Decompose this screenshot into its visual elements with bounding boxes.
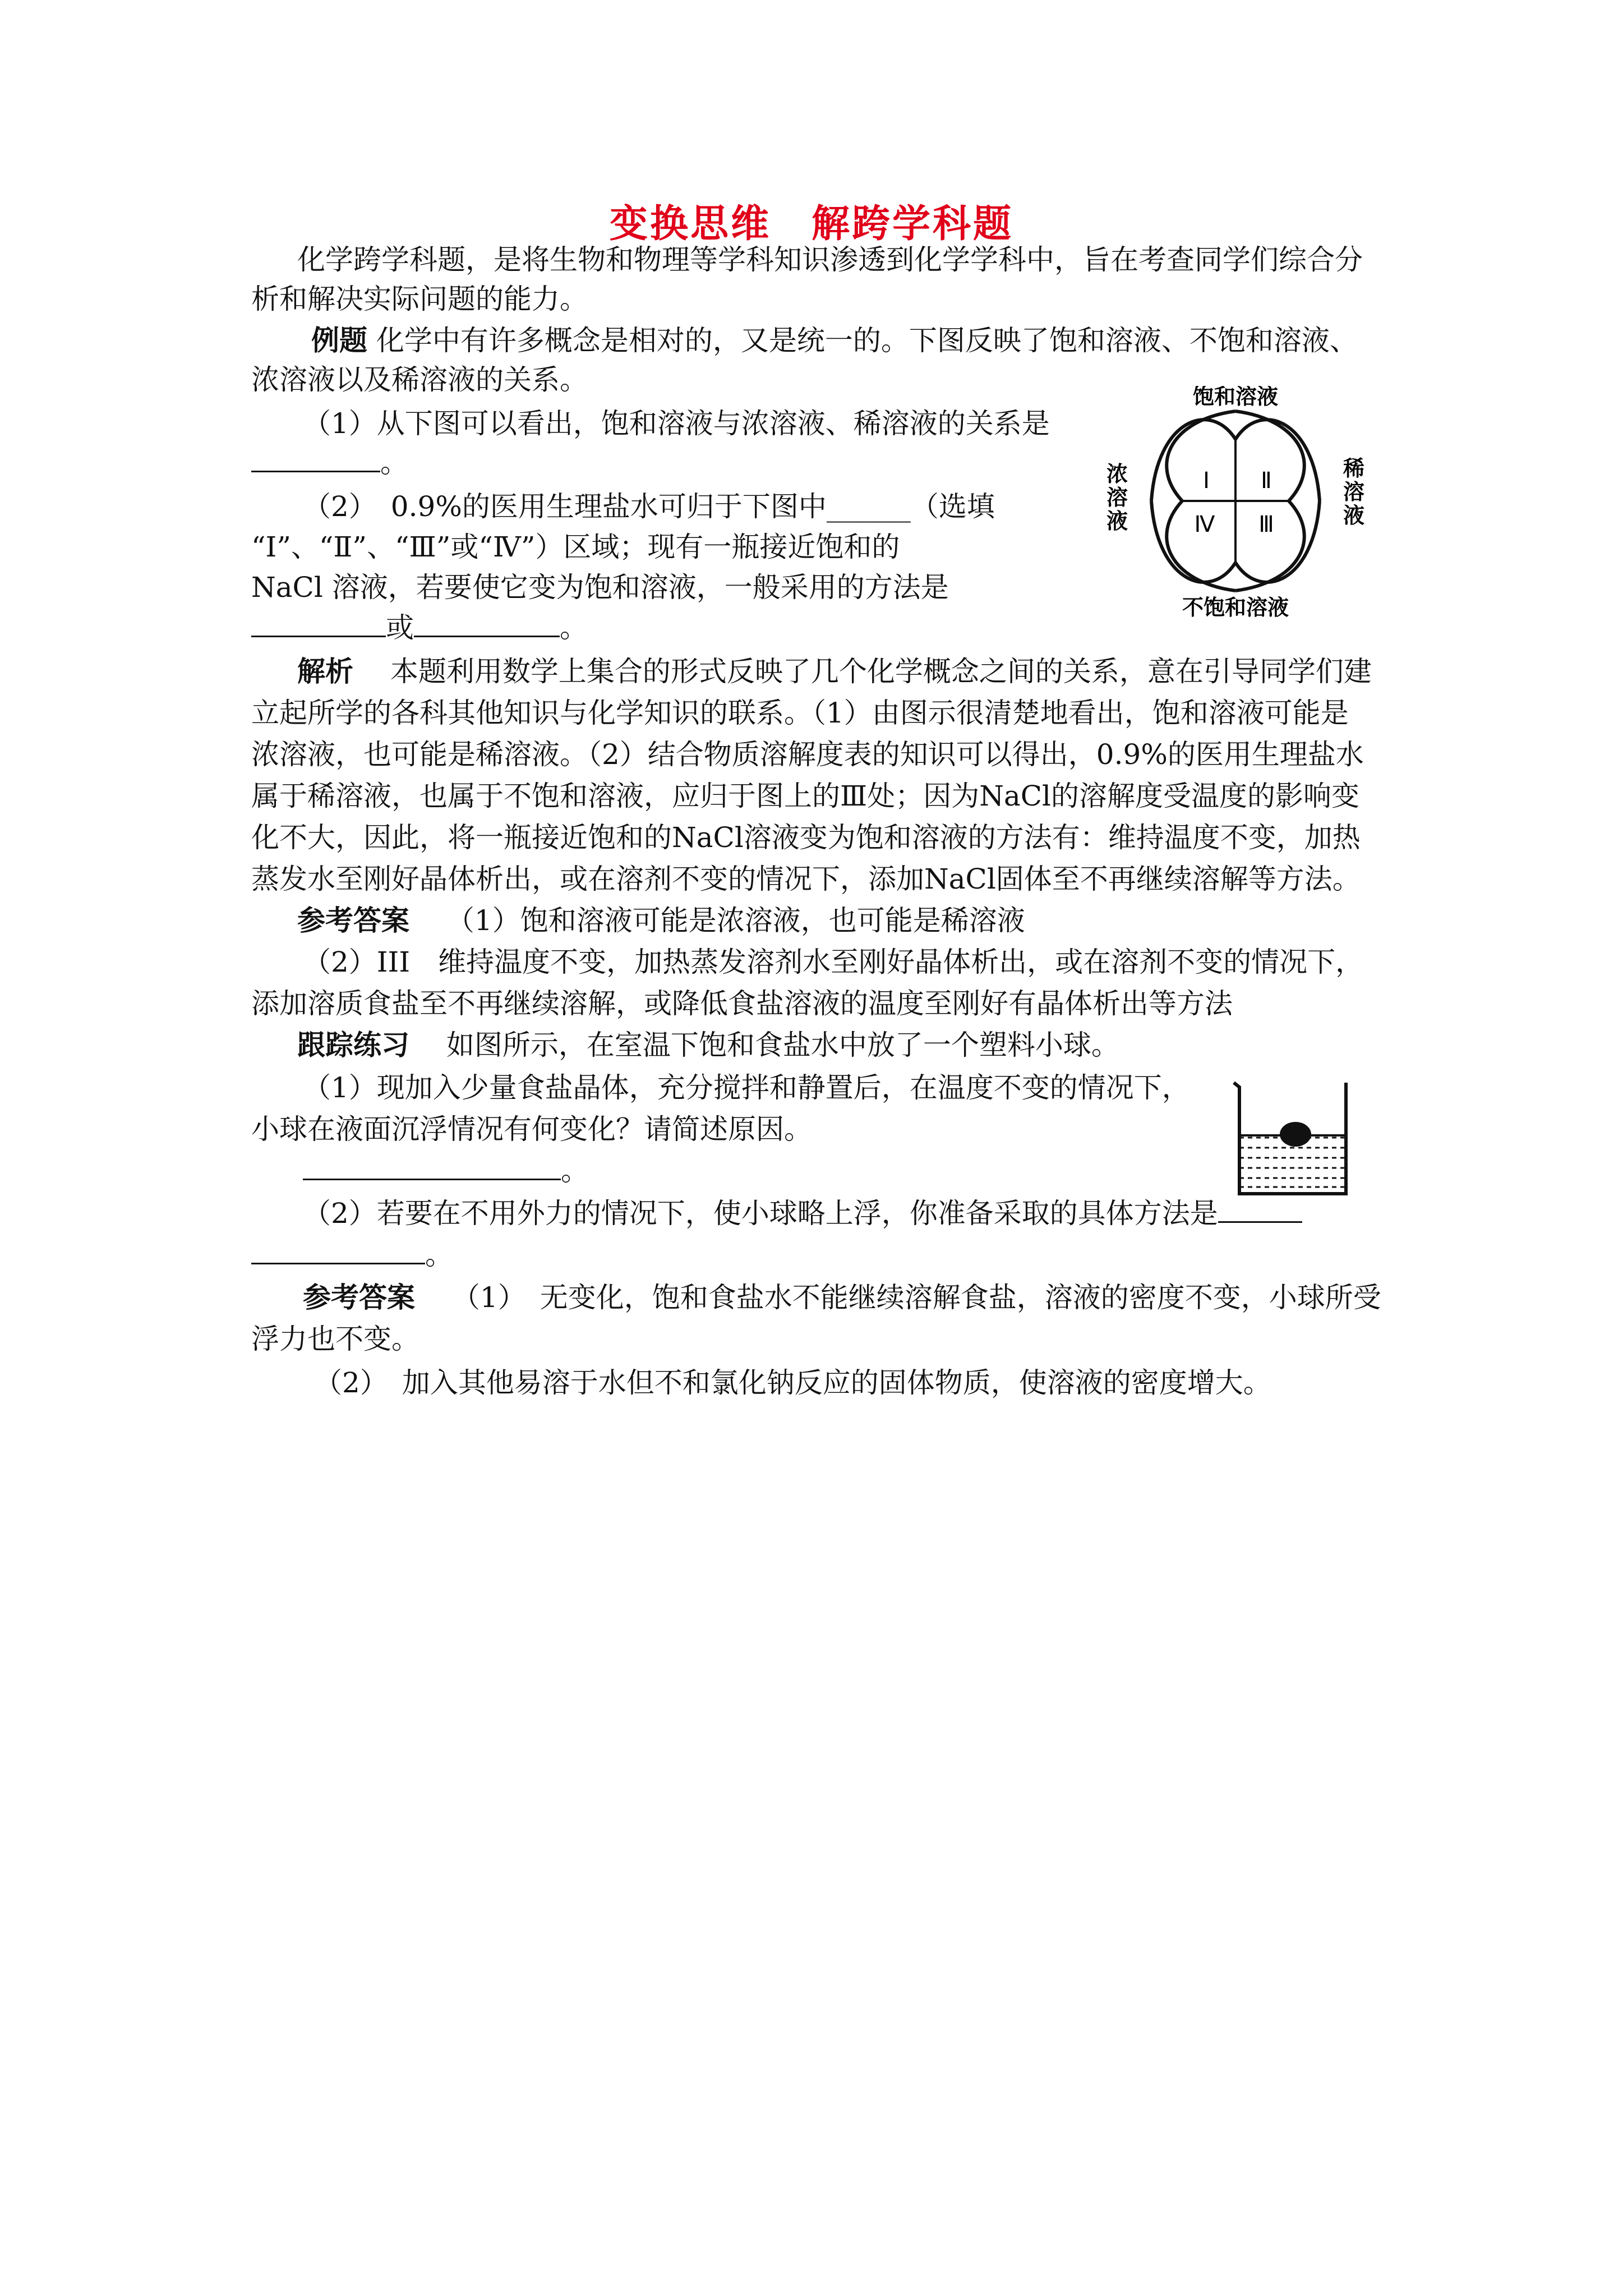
region-III-label: Ⅲ — [1258, 512, 1274, 537]
analysis-line-5: 化不大，因此，将一瓶接近饱和的NaCl溶液变为饱和溶液的方法有：维持温度不变，加热 — [251, 821, 1361, 854]
answer1-line-2: （2）III 维持温度不变，加热蒸发溶剂水至刚好晶体析出，或在溶剂不变的情况下， — [303, 946, 1364, 978]
example-q2-line-4 — [251, 608, 588, 647]
answer2-text-1: （1） 无变化，饱和食盐水不能继续溶解食盐，溶液的密度不变，小球所受 — [451, 1281, 1381, 1314]
diagram-left-label-2: 溶 — [1106, 485, 1128, 510]
beaker-diagram — [1223, 1076, 1357, 1199]
example-line-2: 浓溶液以及稀溶液的关系。 — [251, 364, 588, 396]
diagram-right-label-2: 溶 — [1343, 480, 1365, 504]
practice-line-1 — [297, 1025, 1119, 1065]
answer1-line-3: 添加溶质食盐至不再继续溶解，或降低食盐溶液的温度至刚好有晶体析出等方法 — [251, 987, 1233, 1020]
example-q2-end: 。 — [560, 611, 588, 644]
analysis-label: 解析 — [297, 655, 353, 688]
diagram-bottom-label: 不饱和溶液 — [1182, 595, 1289, 620]
region-I-label: Ⅰ — [1203, 468, 1210, 494]
analysis-line-4: 属于稀溶液，也属于不饱和溶液，应归于图上的Ⅲ处；因为NaCl的溶解度受温度的影响变 — [251, 780, 1360, 812]
diagram-left-label-1: 浓 — [1106, 462, 1128, 486]
plastic-ball — [1280, 1122, 1311, 1147]
example-q1-line-1: （1）从下图可以看出，饱和溶液与浓溶液、稀溶液的关系是 — [303, 407, 1050, 440]
example-q1-end: 。 — [380, 447, 408, 479]
analysis-line-6: 蒸发水至刚好晶体析出，或在溶剂不变的情况下，添加NaCl固体至不再继续溶解等方法。 — [251, 863, 1361, 895]
solution-relationship-diagram — [1104, 386, 1367, 622]
answer2-line-2: 浮力也不变。 — [251, 1323, 419, 1355]
intro-line-2: 析和解决实际问题的能力。 — [251, 283, 588, 315]
region-IV-label: Ⅳ — [1194, 512, 1215, 537]
example-text: 化学中有许多概念是相对的，又是统一的。下图反映了饱和溶液、不饱和溶液、 — [376, 324, 1358, 357]
answer-blank-3[interactable] — [303, 1152, 561, 1180]
analysis-line-3: 浓溶液，也可能是稀溶液。（2）结合物质溶解度表的知识可以得出，0.9%的医用生理盐水 — [251, 738, 1364, 771]
practice-q2-text: （2）若要在不用外力的情况下，使小球略上浮，你准备采取的具体方法是 — [303, 1197, 1218, 1230]
answer-blank-1[interactable] — [251, 609, 386, 637]
example-label: 例题 — [311, 324, 367, 357]
diagram-right-label-3: 液 — [1343, 503, 1365, 528]
analysis-line-1 — [297, 652, 1372, 691]
practice-q2-end: 。 — [425, 1239, 453, 1271]
practice-q2-line-1 — [303, 1194, 1302, 1233]
practice-q2-line-2 — [251, 1235, 453, 1274]
practice-q1-end: 。 — [561, 1154, 589, 1187]
example-q2-or: 或 — [386, 611, 414, 644]
answer-blank-2[interactable] — [414, 609, 560, 637]
example-q2-line-3: NaCl 溶液，若要使它变为饱和溶液，一般采用的方法是 — [251, 571, 949, 604]
practice-q1-line-1: （1）现加入少量食盐晶体，充分搅拌和静置后，在温度不变的情况下， — [303, 1071, 1190, 1104]
practice-label: 跟踪练习 — [297, 1029, 409, 1061]
answer2-line-3: （2） 加入其他易溶于水但不和氯化钠反应的固体物质，使溶液的密度增大。 — [314, 1366, 1271, 1399]
answer1-label: 参考答案 — [297, 904, 409, 937]
example-q1-line-2 — [251, 443, 408, 482]
answer2-line-1 — [303, 1278, 1381, 1317]
example-q2-line-2: “Ⅰ”、“Ⅱ”、“Ⅲ”或“Ⅳ”）区域；现有一瓶接近饱和的 — [251, 531, 900, 563]
answer-blank[interactable] — [251, 444, 380, 472]
diagram-left-label-3: 液 — [1106, 509, 1128, 533]
region-II-label: Ⅱ — [1261, 468, 1272, 494]
analysis-text-1: 本题利用数学上集合的形式反映了几个化学概念之间的关系，意在引导同学们建 — [390, 655, 1372, 688]
page-title: 变换思维 解跨学科题 — [609, 202, 1013, 246]
practice-q1-line-3 — [303, 1151, 589, 1190]
answer1-line-1 — [297, 901, 1025, 940]
diagram-right-label-1: 稀 — [1343, 456, 1365, 481]
practice-q1-line-2: 小球在液面沉浮情况有何变化？请简述原因。 — [251, 1113, 812, 1145]
practice-text-1: 如图所示，在室温下饱和食盐水中放了一个塑料小球。 — [446, 1029, 1119, 1061]
analysis-line-2: 立起所学的各科其他知识与化学知识的联系。（1）由图示很清楚地看出，饱和溶液可能是 — [251, 697, 1349, 729]
example-q2-line-1: （2） 0.9%的医用生理盐水可归于下图中______（选填 — [303, 490, 995, 523]
diagram-top-label: 饱和溶液 — [1192, 386, 1279, 409]
answer2-label: 参考答案 — [303, 1281, 415, 1314]
answer-blank-5[interactable] — [251, 1236, 425, 1264]
answer1-text-1: （1）饱和溶液可能是浓溶液，也可能是稀溶液 — [446, 904, 1025, 937]
answer-blank-4[interactable] — [1218, 1194, 1302, 1223]
intro-line-1: 化学跨学科题，是将生物和物理等学科知识渗透到化学学科中，旨在考查同学们综合分 — [297, 243, 1363, 276]
example-line-1 — [311, 321, 1358, 360]
